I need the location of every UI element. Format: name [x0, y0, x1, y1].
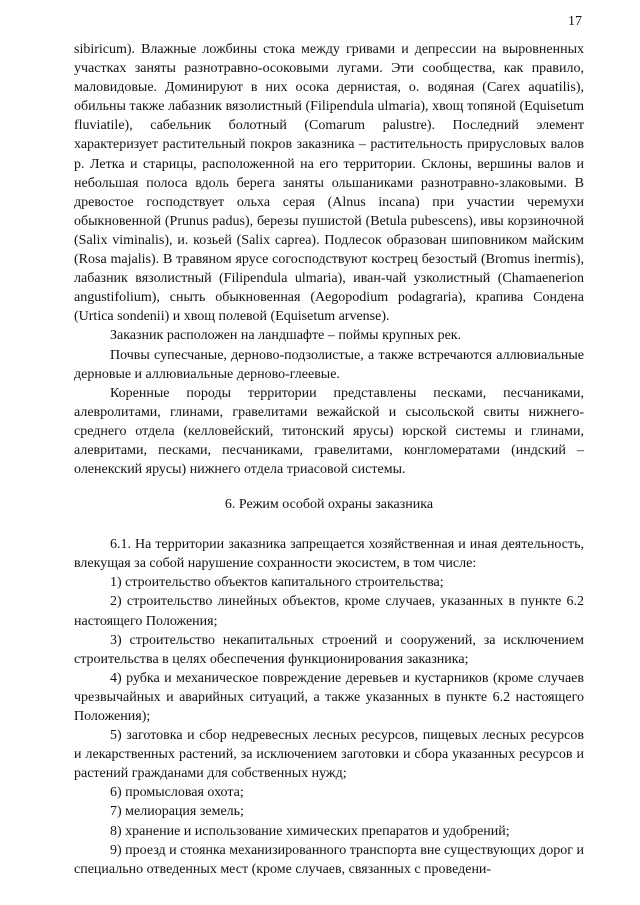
paragraph-vegetation: sibiricum). Влажные ложбины стока между гривами и депрессии на выровненных участках заняты разнотравно-осоковыми лугами. Эти сообщества, как правило, маловидовые. Доминируют в них осока дернистая, о. водяная (Carex aquatilis), обильны также лабазник вязолистный (Filipendula ulmaria), хвощ топяной (Equisetum fluviatile), сабельник болотный (Comarum palustre). Последний элемент характеризует растительный покров заказника – растительность прирусловых валов р. Летка и старицы, расположенной на его территории. Склоны, вершины валов и небольшая полоса вдоль берега заняты ольшаниками разнотравно-злаковыми. В древостое господствует ольха серая (Alnus incana) при участии черемухи обыкновенной (Prunus padus), березы пушистой (Betula pubescens), ивы корзиночной (Salix viminalis), и. козьей (Salix caprea). Подлесок образован шиповником майским (Rosa majalis). В травяном ярусе согосподствуют кострец безостый (Bromus inermis), лабазник вязолистный (Filipendula ulmaria), иван-чай узколистный (Chamaenerion angustifolium), сныть обыкновенная (Aegopodium podagraria), крапива Сондена (Urtica sondenii) и хвощ полевой (Equisetum arvense).	[74, 42, 584, 325]
paragraph-6-1: 6.1. На территории заказника запрещается хозяйственная и иная деятельность, влекущая за собой нарушение сохранности экосистем, в том числе:	[74, 537, 584, 572]
list-item-5: 5) заготовка и сбор недревесных лесных ресурсов, пищевых лесных ресурсов и лекарственных растений, за исключением заготовки и сбора указанных ресурсов и растений гражданами для собственных нужд;	[74, 728, 584, 782]
section-heading: 6. Режим особой охраны заказника	[224, 497, 434, 513]
list-item-7: 7) мелиорация земель;	[110, 804, 244, 820]
paragraph-landscape: Заказник расположен на ландшафте – поймы крупных рек.	[110, 328, 462, 344]
paragraph-soils: Почвы супесчаные, дерново-подзолистые, а также встречаются аллювиальные дерновые и аллювиальные дерново-глеевые.	[74, 347, 584, 382]
page-number: 17	[568, 14, 582, 29]
list-item-8: 8) хранение и использование химических препаратов и удобрений;	[110, 823, 510, 839]
list-item-1: 1) строительство объектов капитального строительства;	[110, 575, 444, 591]
list-item-4: 4) рубка и механическое повреждение деревьев и кустарников (кроме случаев чрезвычайных и аварийных ситуаций, а также указанных в пункте 6.2 настоящего Положения);	[74, 670, 584, 724]
top-text-block	[74, 40, 584, 479]
list-item-3: 3) строительство некапитальных строений и сооружений, за исключением строительства в целях обеспечения функционирования заказника;	[74, 632, 584, 667]
list-item-2: 2) строительство линейных объектов, кроме случаев, указанных в пункте 6.2 настоящего Положения;	[74, 594, 584, 629]
paragraph-bedrock: Коренные породы территории представлены песками, песчаниками, алевролитами, глинами, гравелитами вежайской и сысольской свиты нижнего-среднего отдела (келловейский, титонский ярусы) юрской системы и глинами, алевритами, песками, песчаниками, гравелитами, конгломератами (индский – оленекский ярусы) нижнего отдела триасовой системы.	[74, 385, 584, 478]
list-item-9: 9) проезд и стоянка механизированного транспорта вне существующих дорог и специально отведенных мест (кроме случаев, связанных с проведени-	[74, 842, 584, 877]
list-item-6: 6) промысловая охота;	[110, 785, 244, 801]
regulations-block	[74, 535, 584, 879]
